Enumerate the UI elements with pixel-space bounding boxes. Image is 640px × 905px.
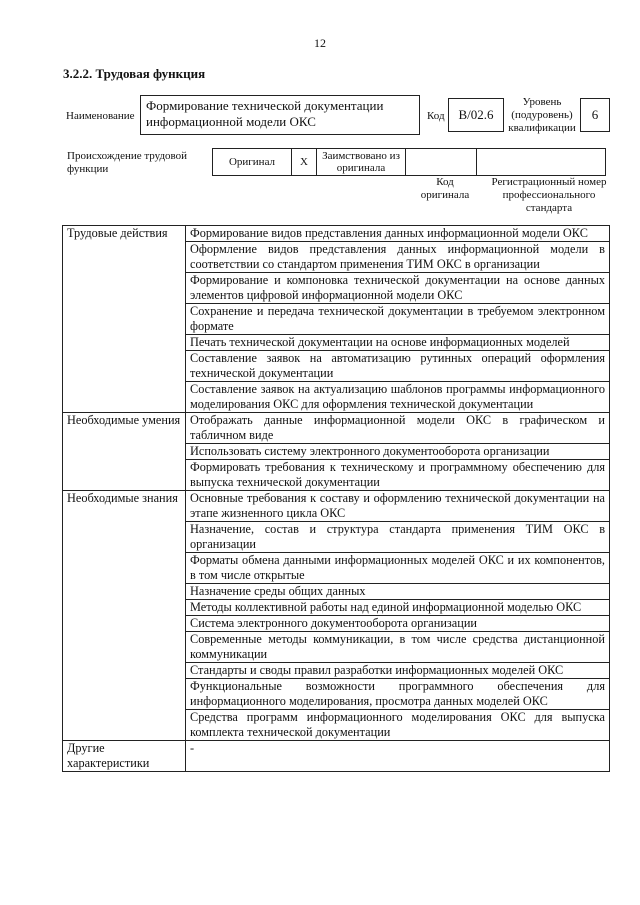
- item-cell: Оформление видов представления данных информационной модели в соответствии со стандартом применения ТИМ ОКС в организации: [186, 242, 610, 273]
- original-cell: Оригинал: [213, 149, 292, 176]
- code-value: B/02.6: [448, 98, 504, 132]
- category-cell: Трудовые действия: [63, 226, 186, 413]
- item-cell: Печать технической документации на основе информационных моделей: [186, 335, 610, 351]
- item-cell: Использовать систему электронного документооборота организации: [186, 444, 610, 460]
- item-cell: Стандарты и своды правил разработки информационных моделей ОКС: [186, 663, 610, 679]
- item-cell: Современные методы коммуникации, в том числе средства дистанционной коммуникации: [186, 632, 610, 663]
- reg-number-caption: Регистрационный номер профессионального стандарта: [491, 176, 607, 214]
- item-cell: Форматы обмена данными информационных моделей ОКС и их компонентов, в том числе открытые: [186, 553, 610, 584]
- name-label: Наименование: [66, 110, 135, 122]
- competency-table: [62, 225, 610, 772]
- original-code-cell: [406, 149, 477, 176]
- reg-number-cell: [477, 149, 606, 176]
- origin-label: Происхождение трудовой функции: [67, 150, 188, 175]
- item-cell: Функциональные возможности программного обеспечения для информационного моделирования, просмотра данных моделей ОКС: [186, 679, 610, 710]
- origin-table: [212, 148, 606, 176]
- original-code-caption: Код оригинала: [420, 176, 470, 201]
- borrowed-cell: Заимствовано из оригинала: [317, 149, 406, 176]
- item-cell: Методы коллективной работы над единой информационной моделью ОКС: [186, 600, 610, 616]
- code-label: Код: [427, 110, 445, 122]
- table-row: [63, 741, 610, 772]
- category-cell: Необходимые умения: [63, 413, 186, 491]
- original-mark: X: [292, 149, 317, 176]
- section-title: 3.2.2. Трудовая функция: [63, 66, 206, 81]
- item-cell: Основные требования к составу и оформлению технической документации на этапе жизненного цикла ОКС: [186, 491, 610, 522]
- category-cell: Необходимые знания: [63, 491, 186, 741]
- item-cell: Отображать данные информационной модели ОКС в графическом и табличном виде: [186, 413, 610, 444]
- item-cell: Назначение среды общих данных: [186, 584, 610, 600]
- page-number: 12: [314, 36, 326, 50]
- item-cell: Система электронного документооборота организации: [186, 616, 610, 632]
- item-cell: -: [186, 741, 610, 772]
- table-row: [63, 491, 610, 522]
- category-cell: Другие характеристики: [63, 741, 186, 772]
- table-row: [63, 226, 610, 242]
- level-value: 6: [580, 98, 610, 132]
- item-cell: Составление заявок на актуализацию шаблонов программы информационного моделирования ОКС для оформления технической документации: [186, 382, 610, 413]
- item-cell: Составление заявок на автоматизацию рутинных операций оформления технической документации: [186, 351, 610, 382]
- table-row: [63, 413, 610, 444]
- function-name-value: Формирование технической документации информационной модели ОКС: [140, 95, 420, 135]
- item-cell: Назначение, состав и структура стандарта применения ТИМ ОКС в организации: [186, 522, 610, 553]
- item-cell: Формирование и компоновка технической документации на основе данных элементов цифровой информационной модели ОКС: [186, 273, 610, 304]
- item-cell: Формировать требования к техническому и программному обеспечению для выпуска технической документации: [186, 460, 610, 491]
- level-label: Уровень (подуровень) квалификации: [508, 96, 576, 134]
- item-cell: Сохранение и передача технической документации в требуемом электронном формате: [186, 304, 610, 335]
- item-cell: Формирование видов представления данных информационной модели ОКС: [186, 226, 610, 242]
- item-cell: Средства программ информационного моделирования ОКС для выпуска комплекта технической документации: [186, 710, 610, 741]
